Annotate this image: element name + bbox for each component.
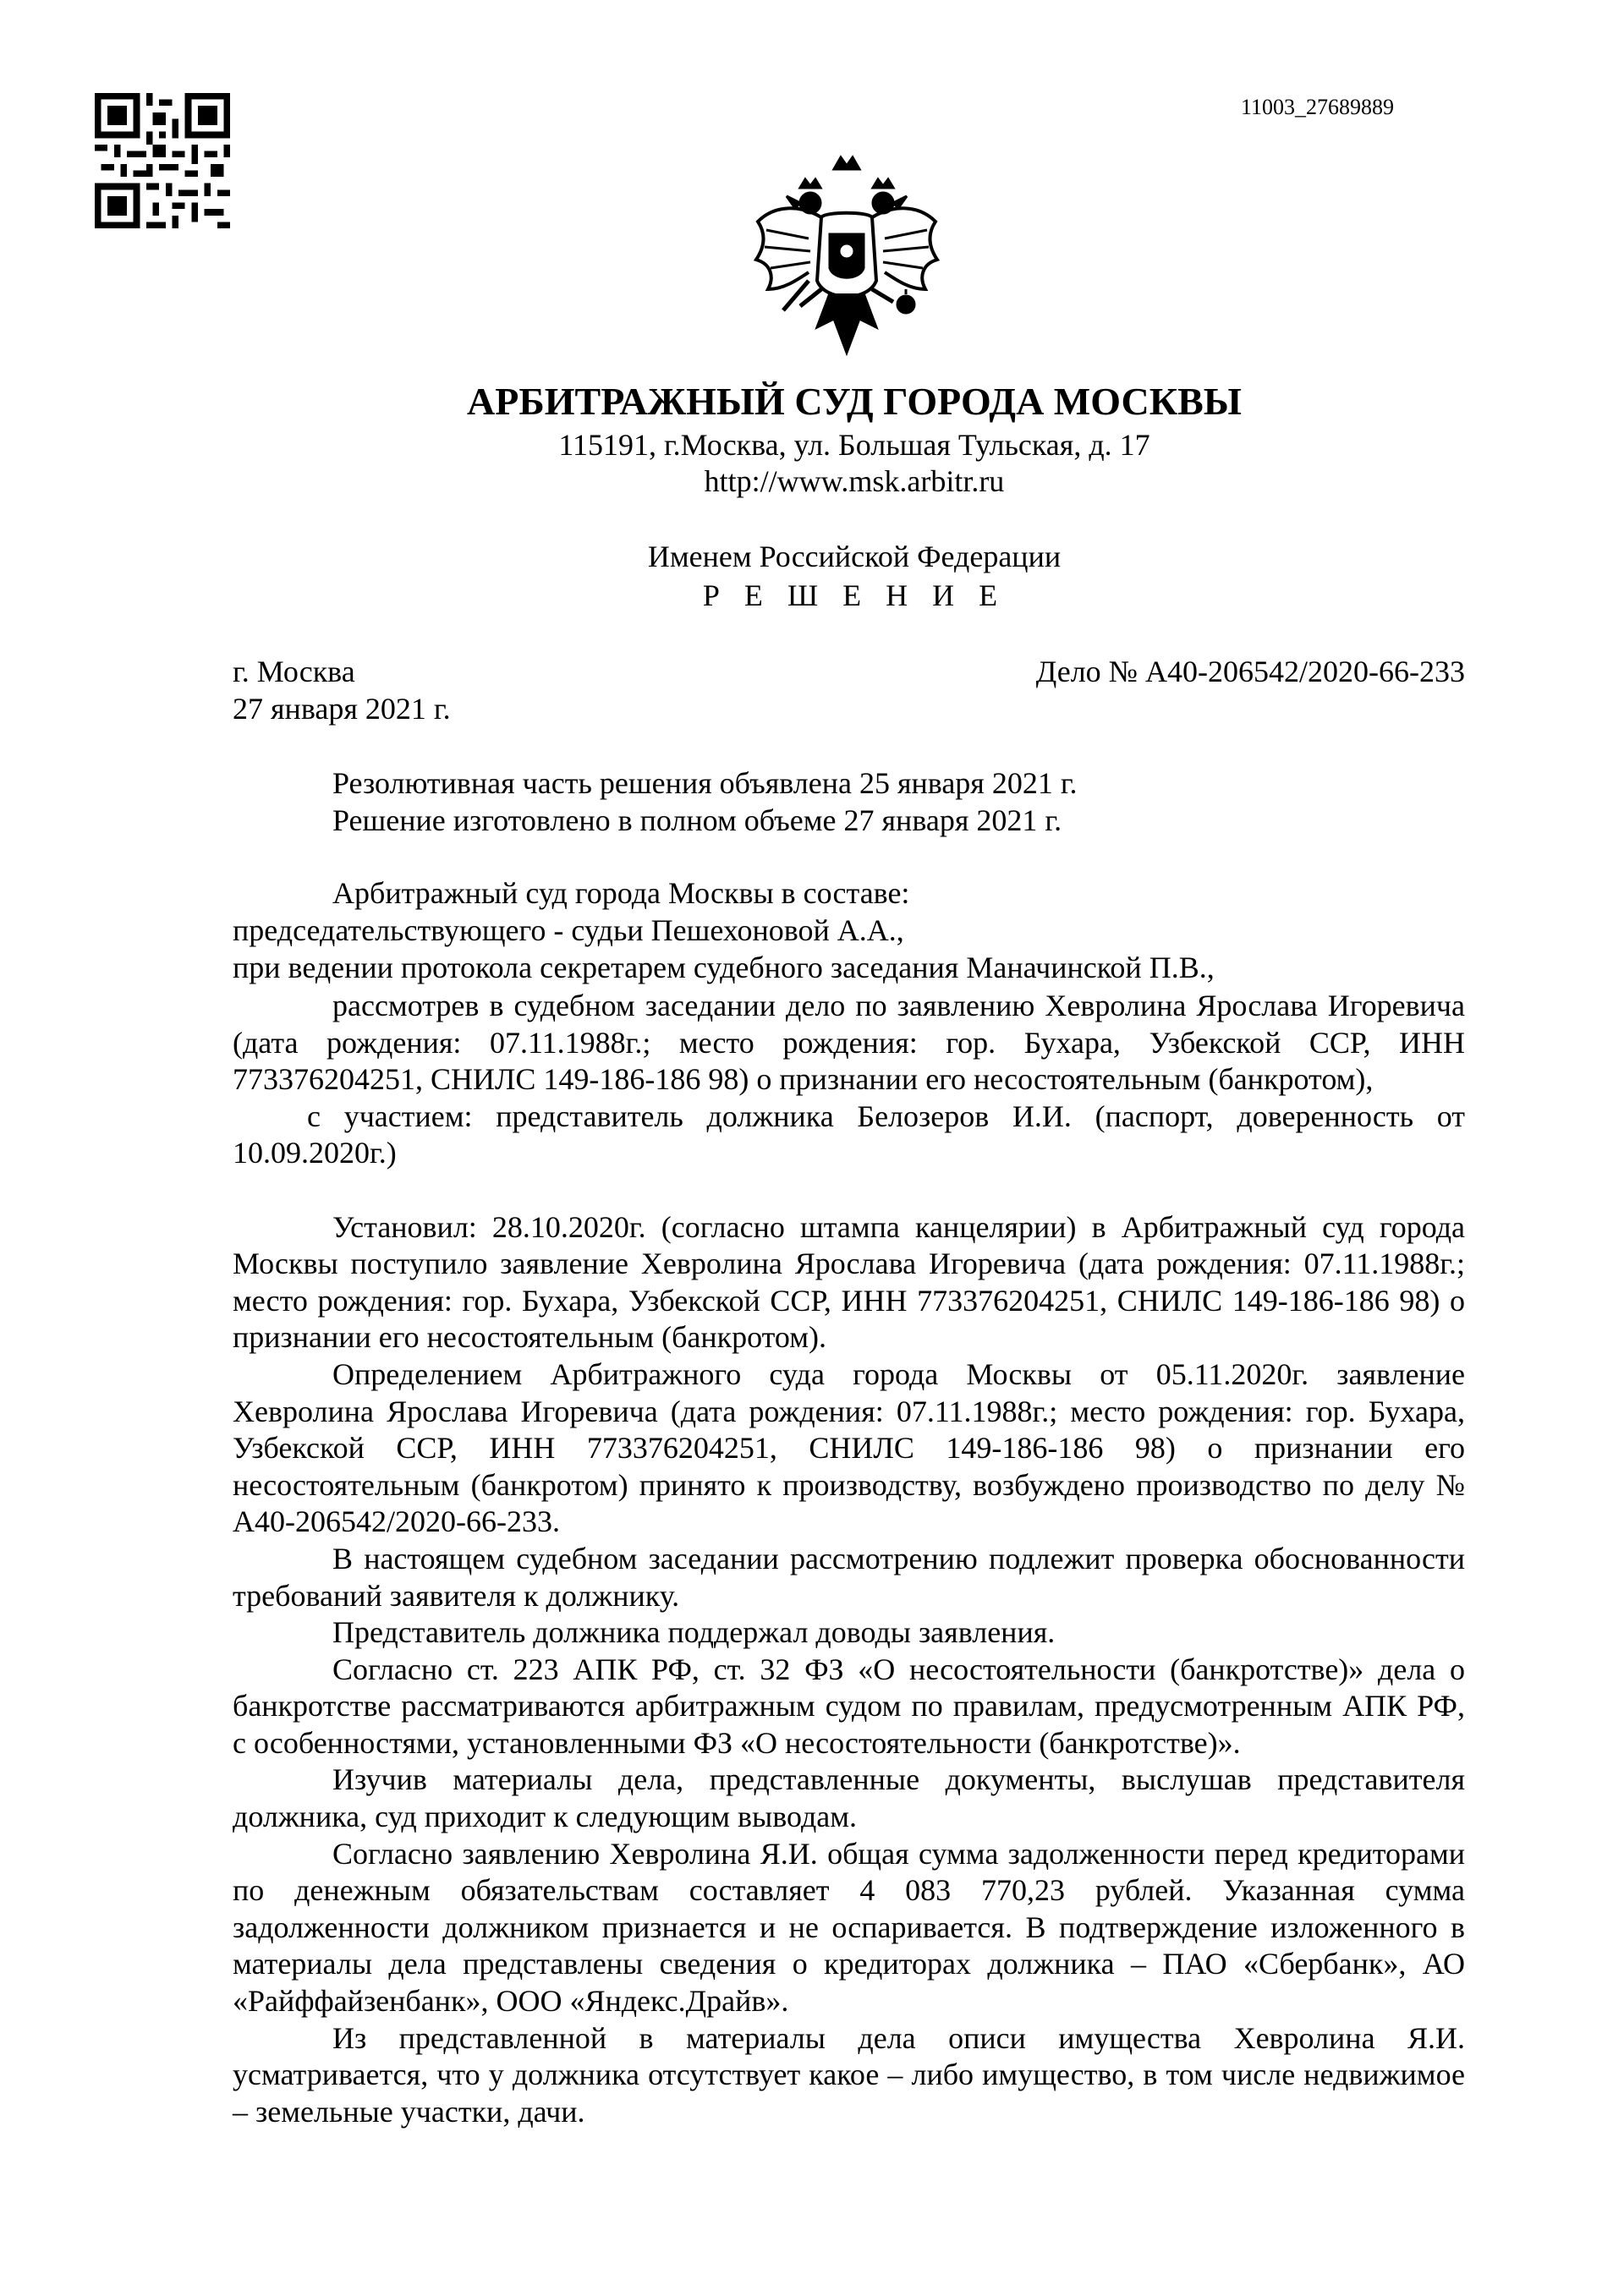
paragraph-studied: Изучив материалы дела, представленные документы, выслушав представителя должника, суд приходит к следующим выводам. — [233, 1762, 1465, 1834]
court-title: АРБИТРАЖНЫЙ СУД ГОРОДА МОСКВЫ — [467, 380, 1242, 423]
presiding-judge-line: председательствующего - судьи Пешехоновой А.А., — [233, 913, 904, 947]
paragraph-article: Согласно ст. 223 АПК РФ, ст. 32 ФЗ «О несостоятельности (банкротстве)» дела о банкротстве рассматриваются арбитражным судом по правилам, предусмотренным АПК РФ, с особенностями, установленными ФЗ «О несостоятельности (банкротстве)». — [233, 1652, 1465, 1760]
in-the-name-line: Именем Российской Федерации — [647, 540, 1062, 573]
court-website: http://www.msk.arbitr.ru — [704, 464, 1005, 498]
paragraph-representative: Представитель должника поддержал доводы заявления. — [332, 1615, 1056, 1650]
qr-code — [95, 93, 230, 228]
document-id: 11003_27689889 — [1240, 95, 1394, 119]
blank-line — [233, 1172, 1465, 1209]
coat-of-arms-emblem — [749, 154, 944, 365]
main-text — [233, 988, 1465, 2130]
secretary-line: при ведении протокола секретарем судебного заседания Маначинской П.В., — [233, 951, 1215, 984]
paragraph-established: Установил: 28.10.2020г. (согласно штампа канцелярии) в Арбитражный суд города Москвы поступило заявление Хевролина Ярослава Игоревича (дата рождения: 07.11.1988г.; место рождения: гор. Бухара, Узбекской ССР, ИНН 773376204251, СНИЛС 149-186-186 98) о признании его несостоятельным (банкротом). — [233, 1209, 1465, 1355]
announced-note: Резолютивная часть решения объявлена 25 января 2021 г. — [332, 766, 1078, 800]
composition-line: Арбитражный суд города Москвы в составе: — [332, 876, 910, 910]
paragraph-this-session: В настоящем судебном заседании рассмотрению подлежит проверка обоснованности требований заявителя к должнику. — [233, 1541, 1465, 1613]
made-note: Решение изготовлено в полном объеме 27 января 2021 г. — [332, 803, 1062, 837]
paragraph-debt: Согласно заявлению Хевролина Я.И. общая сумма задолженности перед кредиторами по денежным обязательствам составляет 4 083 770,23 рублей. Указанная сумма задолженности должником признается и не оспаривается. В подтверждение изложенного в материалы дела представлены сведения о кредиторах должника – ПАО «Сбербанк», АО «Райффайзенбанк», ООО «Яндекс.Драйв». — [233, 1836, 1465, 2019]
city: г. Москва — [233, 655, 355, 688]
case-number: Дело № А40-206542/2020-66-233 — [1035, 655, 1465, 688]
paragraph-participation: с участием: представитель должника Белозеров И.И. (паспорт, доверенность от 10.09.2020г.) — [233, 1099, 1465, 1170]
court-address: 115191, г.Москва, ул. Большая Тульская, д. 17 — [558, 428, 1150, 462]
paragraph-determination: Определением Арбитражного суда города Москвы от 05.11.2020г. заявление Хевролина Ярослава Игоревича (дата рождения: 07.11.1988г.; место рождения: гор. Бухара, Узбекской ССР, ИНН 773376204251, СНИЛС 149-186-186 98) о признании его несостоятельным (банкротом) принято к производству, возбуждено производство по делу № А40-206542/2020-66-233. — [233, 1356, 1465, 1539]
decision-title: Р Е Ш Е Н И Е — [702, 578, 1007, 612]
paragraph-considering: рассмотрев в судебном заседании дело по заявлению Хевролина Ярослава Игоревича (дата рождения: 07.11.1988г.; место рождения: гор. Бухара, Узбекской ССР, ИНН 773376204251, СНИЛС 149-186-186 98) о признании его несостоятельным (банкротом), — [233, 989, 1465, 1097]
paragraph-property: Из представленной в материалы дела описи имущества Хевролина Я.И. усматривается, что у должника отсутствует какое – либо имущество, в том числе недвижимое – земельные участки, дачи. — [233, 2020, 1465, 2129]
decision-date: 27 января 2021 г. — [233, 692, 451, 726]
